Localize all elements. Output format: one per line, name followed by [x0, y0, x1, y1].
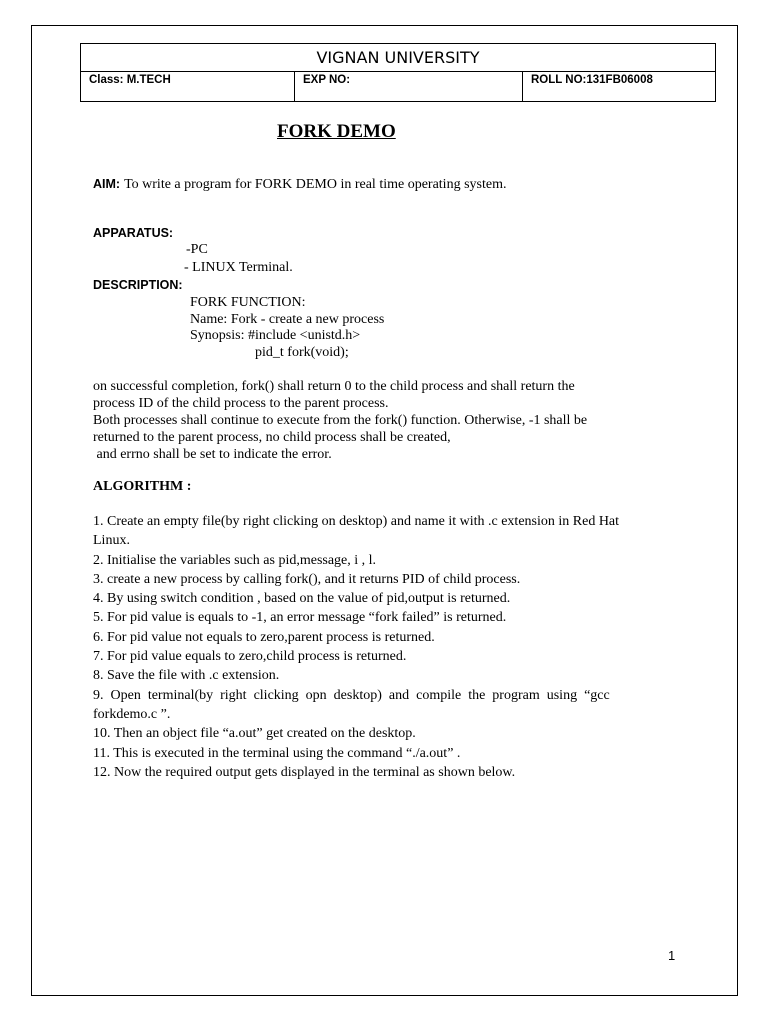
- algorithm-step: 1. Create an empty file(by right clicking on desktop) and name it with .c extension in Red Hat: [93, 514, 620, 529]
- aim-line: [93, 175, 506, 193]
- page-border: [31, 25, 738, 996]
- apparatus-label: APPARATUS:: [93, 226, 174, 240]
- algorithm-step: 2. Initialise the variables such as pid,message, i , l.: [93, 552, 377, 568]
- algorithm-step: forkdemo.c ”.: [93, 706, 171, 722]
- description-line: Name: Fork - create a new process: [190, 312, 385, 327]
- description-line: FORK FUNCTION:: [190, 295, 306, 310]
- algorithm-step: 5. For pid value is equals to -1, an error message “fork failed” is returned.: [93, 610, 507, 626]
- page-number: 1: [668, 948, 676, 963]
- exp-no-cell: EXP NO:: [295, 72, 523, 102]
- class-cell: Class: M.TECH: [81, 72, 295, 102]
- document-title: FORK DEMO: [277, 121, 396, 142]
- paragraph-line: and errno shall be set to indicate the error.: [93, 447, 332, 462]
- algorithm-step: 12. Now the required output gets displayed in the terminal as shown below.: [93, 764, 516, 780]
- algorithm-step: 3. create a new process by calling fork(), and it returns PID of child process.: [93, 571, 521, 587]
- algorithm-step: 4. By using switch condition , based on the value of pid,output is returned.: [93, 591, 511, 607]
- algorithm-step: 10. Then an object file “a.out” get created on the desktop.: [93, 726, 416, 742]
- description-paragraph: [93, 378, 653, 463]
- paragraph-line: process ID of the child process to the parent process.: [93, 396, 389, 411]
- description-line: Synopsis: #include <unistd.h>: [190, 328, 361, 343]
- aim-label: AIM:: [93, 177, 121, 191]
- algorithm-step: 8. Save the file with .c extension.: [93, 668, 280, 684]
- apparatus-item: - LINUX Terminal.: [184, 260, 293, 275]
- algorithm-step: Linux.: [93, 533, 130, 549]
- university-name: VIGNAN UNIVERSITY: [81, 44, 715, 72]
- roll-no-cell: ROLL NO:131FB06008: [531, 74, 653, 86]
- paragraph-line: returned to the parent process, no child process shall be created,: [93, 430, 451, 445]
- aim-text: To write a program for FORK DEMO in real time operating system.: [124, 177, 507, 192]
- algorithm-step: 7. For pid value equals to zero,child process is returned.: [93, 649, 407, 665]
- header-table: [80, 43, 716, 102]
- paragraph-line: Both processes shall continue to execute from the fork() function. Otherwise, -1 shall be: [93, 413, 588, 428]
- description-label: DESCRIPTION:: [93, 278, 183, 292]
- algorithm-label: ALGORITHM :: [93, 479, 192, 494]
- algorithm-step: 9. Open terminal(by right clicking opn desktop) and compile the program using “gcc: [93, 687, 610, 703]
- paragraph-line: on successful completion, fork() shall return 0 to the child process and shall return the: [93, 379, 575, 394]
- algorithm-steps: [93, 512, 675, 782]
- apparatus-item: -PC: [186, 242, 208, 257]
- description-line: pid_t fork(void);: [255, 345, 349, 360]
- algorithm-step: 6. For pid value not equals to zero,parent process is returned.: [93, 629, 435, 645]
- algorithm-step: 11. This is executed in the terminal using the command “./a.out” .: [93, 745, 461, 761]
